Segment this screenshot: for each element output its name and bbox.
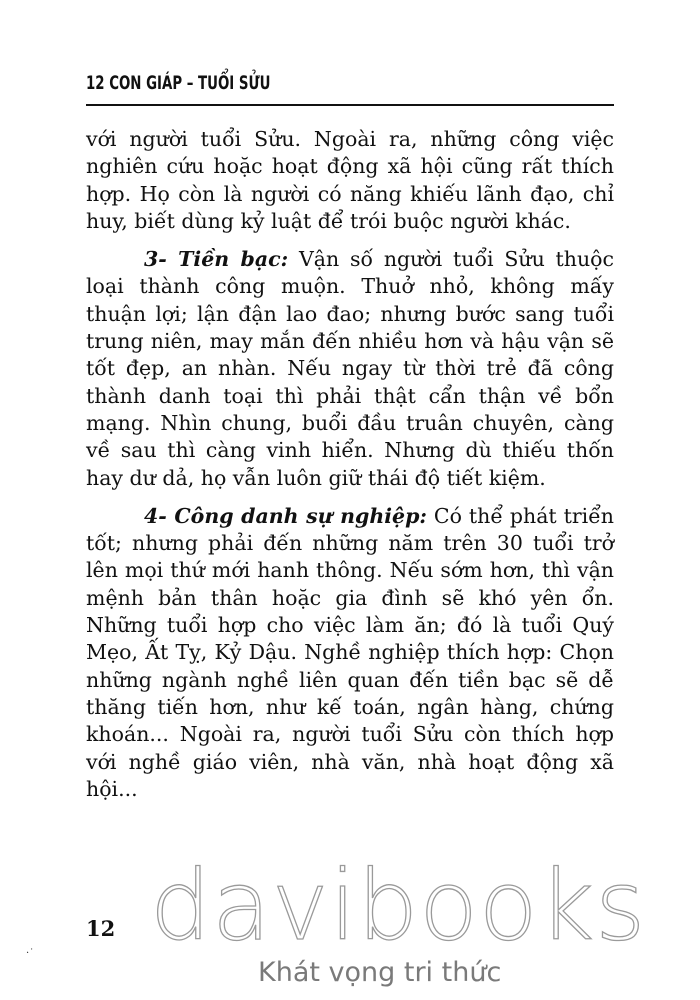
page-body [86,126,614,803]
section-text-tien-bac: Vận số người tuổi Sửu thuộc loại thành công muộn. Thuở nhỏ, không mấy thuận lợi; lận đận lao đao; nhưng bước sang tuổi trung niên, may mắn đến nhiều hơn và hậu vận sẽ tốt đẹp, an nhàn. Nếu ngay từ thời trẻ đã công thành danh toại thì phải thật cẩn thận về bổn mạng. Nhìn chung, buổi đầu truân chuyên, càng về sau thì càng vinh hiển. Nhưng dù thiếu thốn hay dư dả, họ vẫn luôn giữ thái độ tiết kiệm. [86,247,615,490]
section-cong-danh [86,503,614,803]
running-header: 12 CON GIÁP – TUỔI SỬU [86,72,271,94]
header-rule [86,104,614,106]
section-tien-bac [86,246,614,492]
section-heading-cong-danh: 4- Công danh sự nghiệp: [144,503,427,528]
continuation-paragraph: với người tuổi Sửu. Ngoài ra, những công việc nghiên cứu hoặc hoạt động xã hội cũng rất thích hợp. Họ còn là người có năng khiếu lãnh đạo, chỉ huy, biết dùng kỷ luật để trói buộc người khác. [86,127,614,233]
watermark-logo: davibooks [150,850,647,962]
page-number: 12 [86,916,116,941]
watermark-tagline: Khát vọng tri thức [258,957,502,988]
section-text-cong-danh: Có thể phát triển tốt; nhưng phải đến những năm trên 30 tuổi trở lên mọi thứ mới hanh thông. Nếu sớm hơn, thì vận mệnh bản thân hoặc gia đình sẽ khó yên ổn. Những tuổi hợp cho việc làm ăn; đó là tuổi Quý Mẹo, Ất Tỵ, Kỷ Dậu. Nghề nghiệp thích hợp: Chọn những ngành nghề liên quan đến tiền bạc sẽ dễ thăng tiến hơn, như kế toán, ngân hàng, chứng khoán... Ngoài ra, người tuổi Sửu còn thích hợp với nghề giáo viên, nhà văn, nhà hoạt động xã hội... [86,503,615,801]
scan-specks: ·˙ [26,948,35,959]
section-heading-tien-bac: 3- Tiền bạc: [144,247,289,272]
